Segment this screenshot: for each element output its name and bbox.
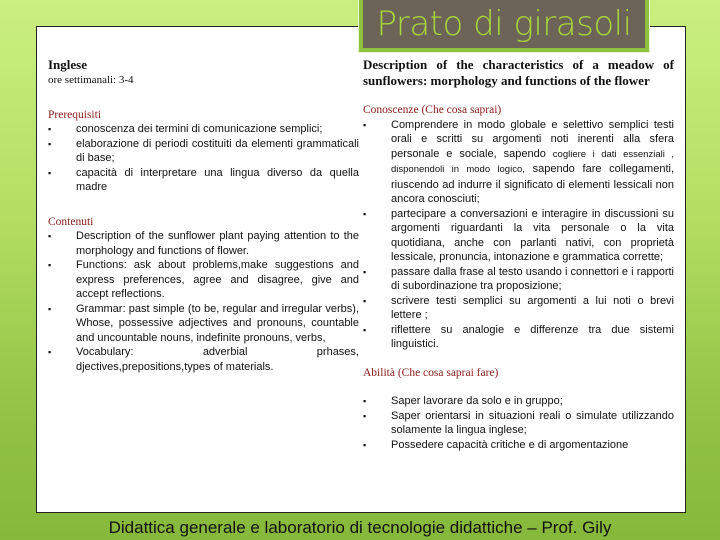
right-column [363,57,674,452]
list-item: ▪ Vocabulary: adverbial prhases, djectives,prepositions,types of materials. [48,345,359,374]
list-item: ▪ conoscenza dei termini di comunicazione semplici; [48,122,359,137]
contenuti-list [48,229,359,374]
list-item: ▪ Possedere capacità critiche e di argomentazione [363,438,674,453]
list-item: ▪ partecipare a conversazioni e interagire in discussioni su argomenti riguardanti la vita personale o la vita quotidiana, anche con parlanti nativi, con proprietà lessicale, pronuncia, intonazione e grammatica corrette; [363,207,674,265]
item-text: sapendo fare collegamenti, riuscendo ad indurre il significato di elementi lessicali non ancora conosciuti; [391,163,674,205]
list-item: ▪ Saper lavorare da solo e in gruppo; [363,394,674,409]
slide-title: Prato di girasoli [359,0,649,52]
list-item: ▪ riflettere su analogie e differenze tra due sistemi linguistici. [363,323,674,352]
list-item: ▪ scrivere testi semplici su argomenti a lui noti o brevi lettere ; [363,294,674,323]
list-item: ▪ Functions: ask about problems,make suggestions and express preferences, agree and disagree, give and accept reflections. [48,258,359,302]
list-item: ▪ Saper orientarsi in situazioni reali o simulate utilizzando solamente la lingua inglese; [363,409,674,438]
list-item: ▪ passare dalla frase al testo usando i connettori e i rapporti di subordinazione tra proposizione; [363,265,674,294]
list-item: ▪ Grammar: past simple (to be, regular and irregular verbs), Whose, possessive adjectives and pronouns, countable and uncountable nouns, indefinite pronouns, verbs, [48,302,359,346]
conoscenze-list [363,118,674,352]
prerequisiti-heading: Prerequisiti [48,108,102,121]
list-item [363,118,674,207]
weekly-hours: ore settimanali: 3-4 [48,74,134,86]
list-item: ▪ capacità di interpretare una lingua diverso da quella madre [48,166,359,195]
left-column [48,57,359,374]
item-text-small: cogliere i dati essenziali , disponendoli in modo logico, [391,148,674,175]
slide-footer: Didattica generale e laboratorio di tecnologie didattiche – Prof. Gily [108,518,612,537]
conoscenze-heading: Conoscenze (Che cosa saprai) [363,104,502,116]
description-heading: Description of the characteristics of a meadow of sunflowers: morphology and functions of the flower [363,57,674,88]
list-item: ▪ Description of the sunflower plant paying attention to the morphology and functions of flower. [48,229,359,258]
subject-title: Inglese [48,57,87,72]
item-text: Comprendere in modo globale e selettivo semplici testi orali e scritti su argomenti noti inerenti alla sfera personale e sociale, sapendo [391,118,674,160]
contenuti-heading: Contenuti [48,215,94,228]
list-item: ▪ elaborazione di periodi costituiti da elementi grammaticali di base; [48,137,359,166]
prerequisiti-list [48,122,359,195]
abilita-list [363,394,674,452]
abilita-heading: Abilità (Che cosa saprai fare) [363,366,499,379]
